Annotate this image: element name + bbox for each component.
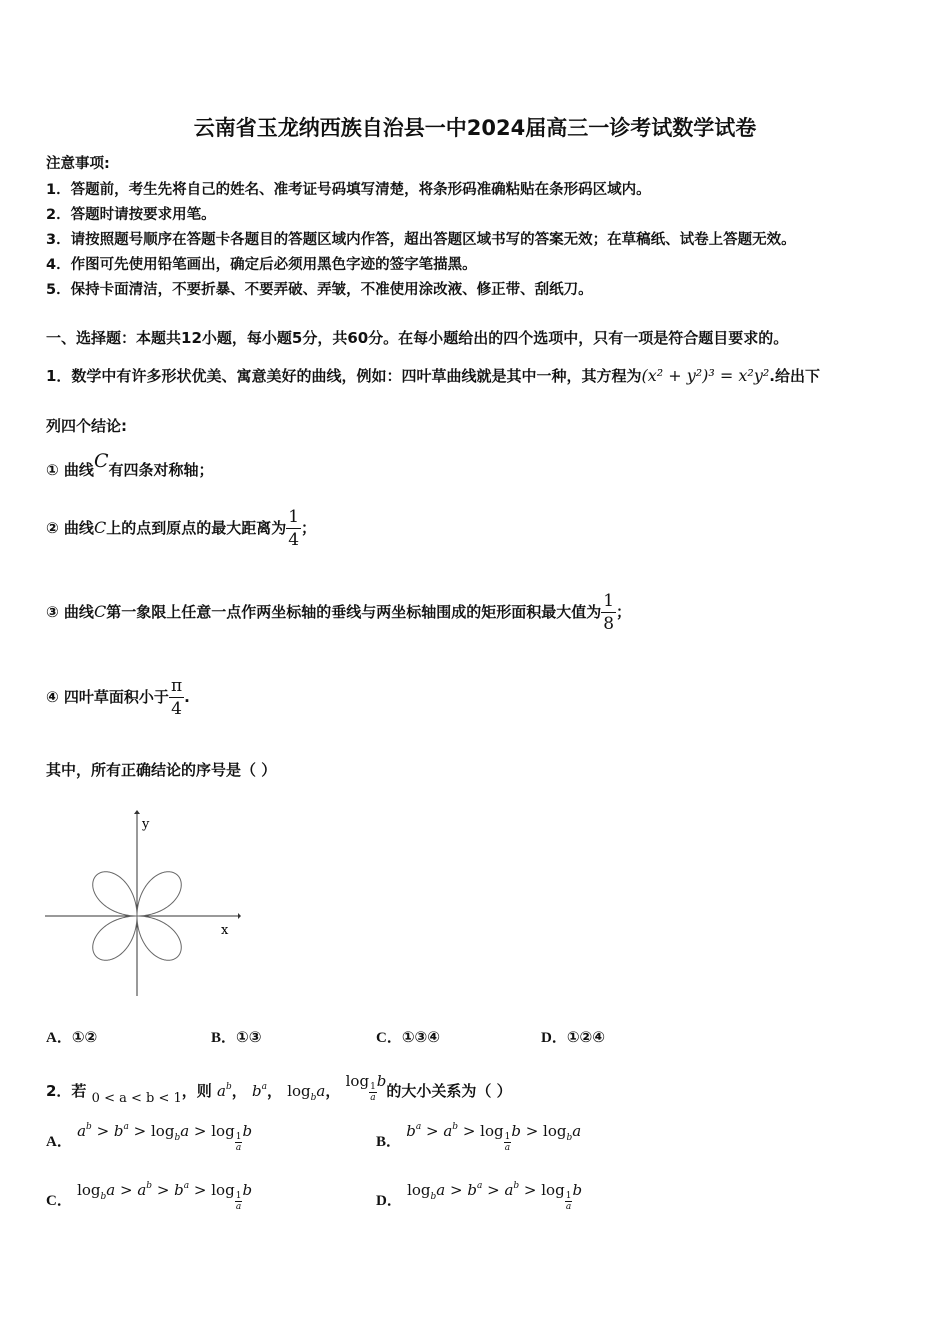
q1-intro-text: 1．数学中有许多形状优美、寓意美好的曲线，例如：四叶草曲线就是其中一种，其方程为: [46, 367, 642, 385]
separator: ，: [231, 1082, 247, 1100]
statement-text: ③ 曲线: [46, 603, 94, 621]
q1-equation: (x² + y²)³ = x²y²: [641, 366, 770, 385]
option-text: ①③: [236, 1028, 262, 1046]
notice-item: 4．作图可先使用铅笔画出，确定后必须用黑色字迹的签字笔描黑。: [46, 257, 477, 273]
option-text: ①③④: [401, 1028, 440, 1046]
fraction-num: 1: [288, 507, 300, 527]
q1-intro-tail: .给出下: [769, 367, 820, 385]
option-label: C．: [376, 1030, 402, 1046]
option-expression: $\log_ba > b^a > a^b > \log$ $\frac{1}{a}$ b: [407, 1181, 583, 1212]
q2-suffix: 的大小关系为（ ）: [386, 1082, 512, 1100]
q2-option-c[interactable]: [46, 1181, 252, 1212]
q1-question: 其中，所有正确结论的序号是（ ）: [46, 761, 277, 779]
clover-figure: [40, 808, 245, 1000]
expr-log-b-a: $\log_ba$: [287, 1082, 326, 1103]
page-title: 云南省玉龙纳西族自治县一中2024届高三一诊考试数学试卷: [193, 116, 757, 140]
notice-item: 2．答题时请按要求用笔。: [46, 207, 216, 223]
option-expression: $\log_ba > a^b > b^a > \log$ $\frac{1}{a}$ b: [77, 1181, 253, 1212]
notice-heading: 注意事项:: [46, 156, 110, 172]
statement-text: 有四条对称轴；: [108, 461, 214, 479]
fraction-den: 4: [171, 699, 182, 719]
q2-option-a[interactable]: [46, 1122, 252, 1153]
curve-var: C: [93, 602, 107, 621]
q1-option-b[interactable]: [211, 1026, 261, 1047]
curve-var: C: [93, 518, 107, 537]
statement-text: 第一象限上任意一点作两坐标轴的垂线与两坐标轴围成的矩形面积最大值为: [106, 603, 602, 621]
notice-item: 3．请按照题号顺序在答题卡各题目的答题区域内作答，超出答题区域书写的答案无效；在草稿纸、试卷上答题无效。: [46, 232, 796, 248]
option-label: A．: [46, 1030, 72, 1046]
notice-item: 5．保持卡面清洁，不要折暴、不要弄破、弄皱，不准使用涂改液、修正带、刮纸刀。: [46, 282, 593, 298]
fraction: [169, 675, 184, 720]
fraction-den: 4: [288, 530, 300, 550]
option-text: ①②④: [566, 1028, 605, 1046]
x-axis-label: x: [221, 923, 229, 938]
separator: ，: [325, 1082, 341, 1100]
q1-statement-2: [46, 506, 316, 551]
curve-var: C: [93, 450, 109, 472]
option-label: B．: [211, 1030, 237, 1046]
expr-log-1a-b: log $\frac{1}{a}$ b: [345, 1072, 387, 1103]
fraction-num: 1: [603, 591, 615, 611]
q1-statement-3: [46, 590, 631, 635]
statement-text: 上的点到原点的最大距离为: [106, 519, 287, 537]
expr-a-pow-b: $a^b$: [217, 1082, 232, 1100]
option-label: B．: [376, 1134, 402, 1150]
q1-intro-line2: 列四个结论:: [46, 417, 127, 435]
section-heading: 一、选择题：本题共12小题，每小题5分，共60分。在每小题给出的四个选项中，只有一项是符合题目要求的。: [46, 329, 789, 347]
statement-text: ② 曲线: [46, 519, 94, 537]
q1-option-a[interactable]: [46, 1026, 97, 1047]
q1-option-d[interactable]: [541, 1026, 605, 1047]
option-text: ①②: [71, 1028, 98, 1046]
fraction: [286, 506, 301, 551]
expr-b-pow-a: $b^a$: [251, 1082, 267, 1100]
option-label: A．: [46, 1134, 72, 1150]
statement-text: .: [184, 688, 190, 706]
fraction-num: π: [170, 676, 183, 696]
fraction-den: 8: [603, 614, 615, 634]
statement-text: ④ 四叶草面积小于: [46, 688, 169, 706]
q2-prefix: 2．若: [46, 1082, 87, 1100]
q2-then: ，则: [181, 1082, 212, 1100]
fraction: [601, 590, 616, 635]
option-label: D．: [376, 1193, 402, 1209]
notice-item: 1．答题前，考生先将自己的姓名、准考证号码填写清楚，将条形码准确粘贴在条形码区域内。: [46, 182, 651, 198]
statement-text: ；: [616, 603, 632, 621]
q1-statement-1: [46, 450, 214, 480]
y-axis: [134, 810, 140, 996]
y-axis-label: y: [142, 817, 150, 832]
option-label: C．: [46, 1193, 72, 1209]
option-expression: $a^b > b^a > \log_ba > \log$ $\frac{1}{a}$ b: [77, 1122, 253, 1153]
q1-statement-4: [46, 675, 190, 720]
q1-intro: [46, 365, 820, 386]
statement-text: ；: [301, 519, 317, 537]
separator: ，: [266, 1082, 282, 1100]
option-label: D．: [541, 1030, 567, 1046]
statement-text: ① 曲线: [46, 461, 94, 479]
option-expression: $b^a > a^b > \log$ $\frac{1}{a}$ $b > \log_ba$: [406, 1122, 582, 1153]
q1-option-c[interactable]: [376, 1026, 440, 1047]
q2-condition: [92, 1091, 182, 1106]
q2-stem: [46, 1072, 512, 1106]
q2-option-b[interactable]: [376, 1122, 581, 1153]
condition-text: 0 < a < b < 1: [91, 1091, 182, 1106]
q2-option-d[interactable]: [376, 1181, 582, 1212]
